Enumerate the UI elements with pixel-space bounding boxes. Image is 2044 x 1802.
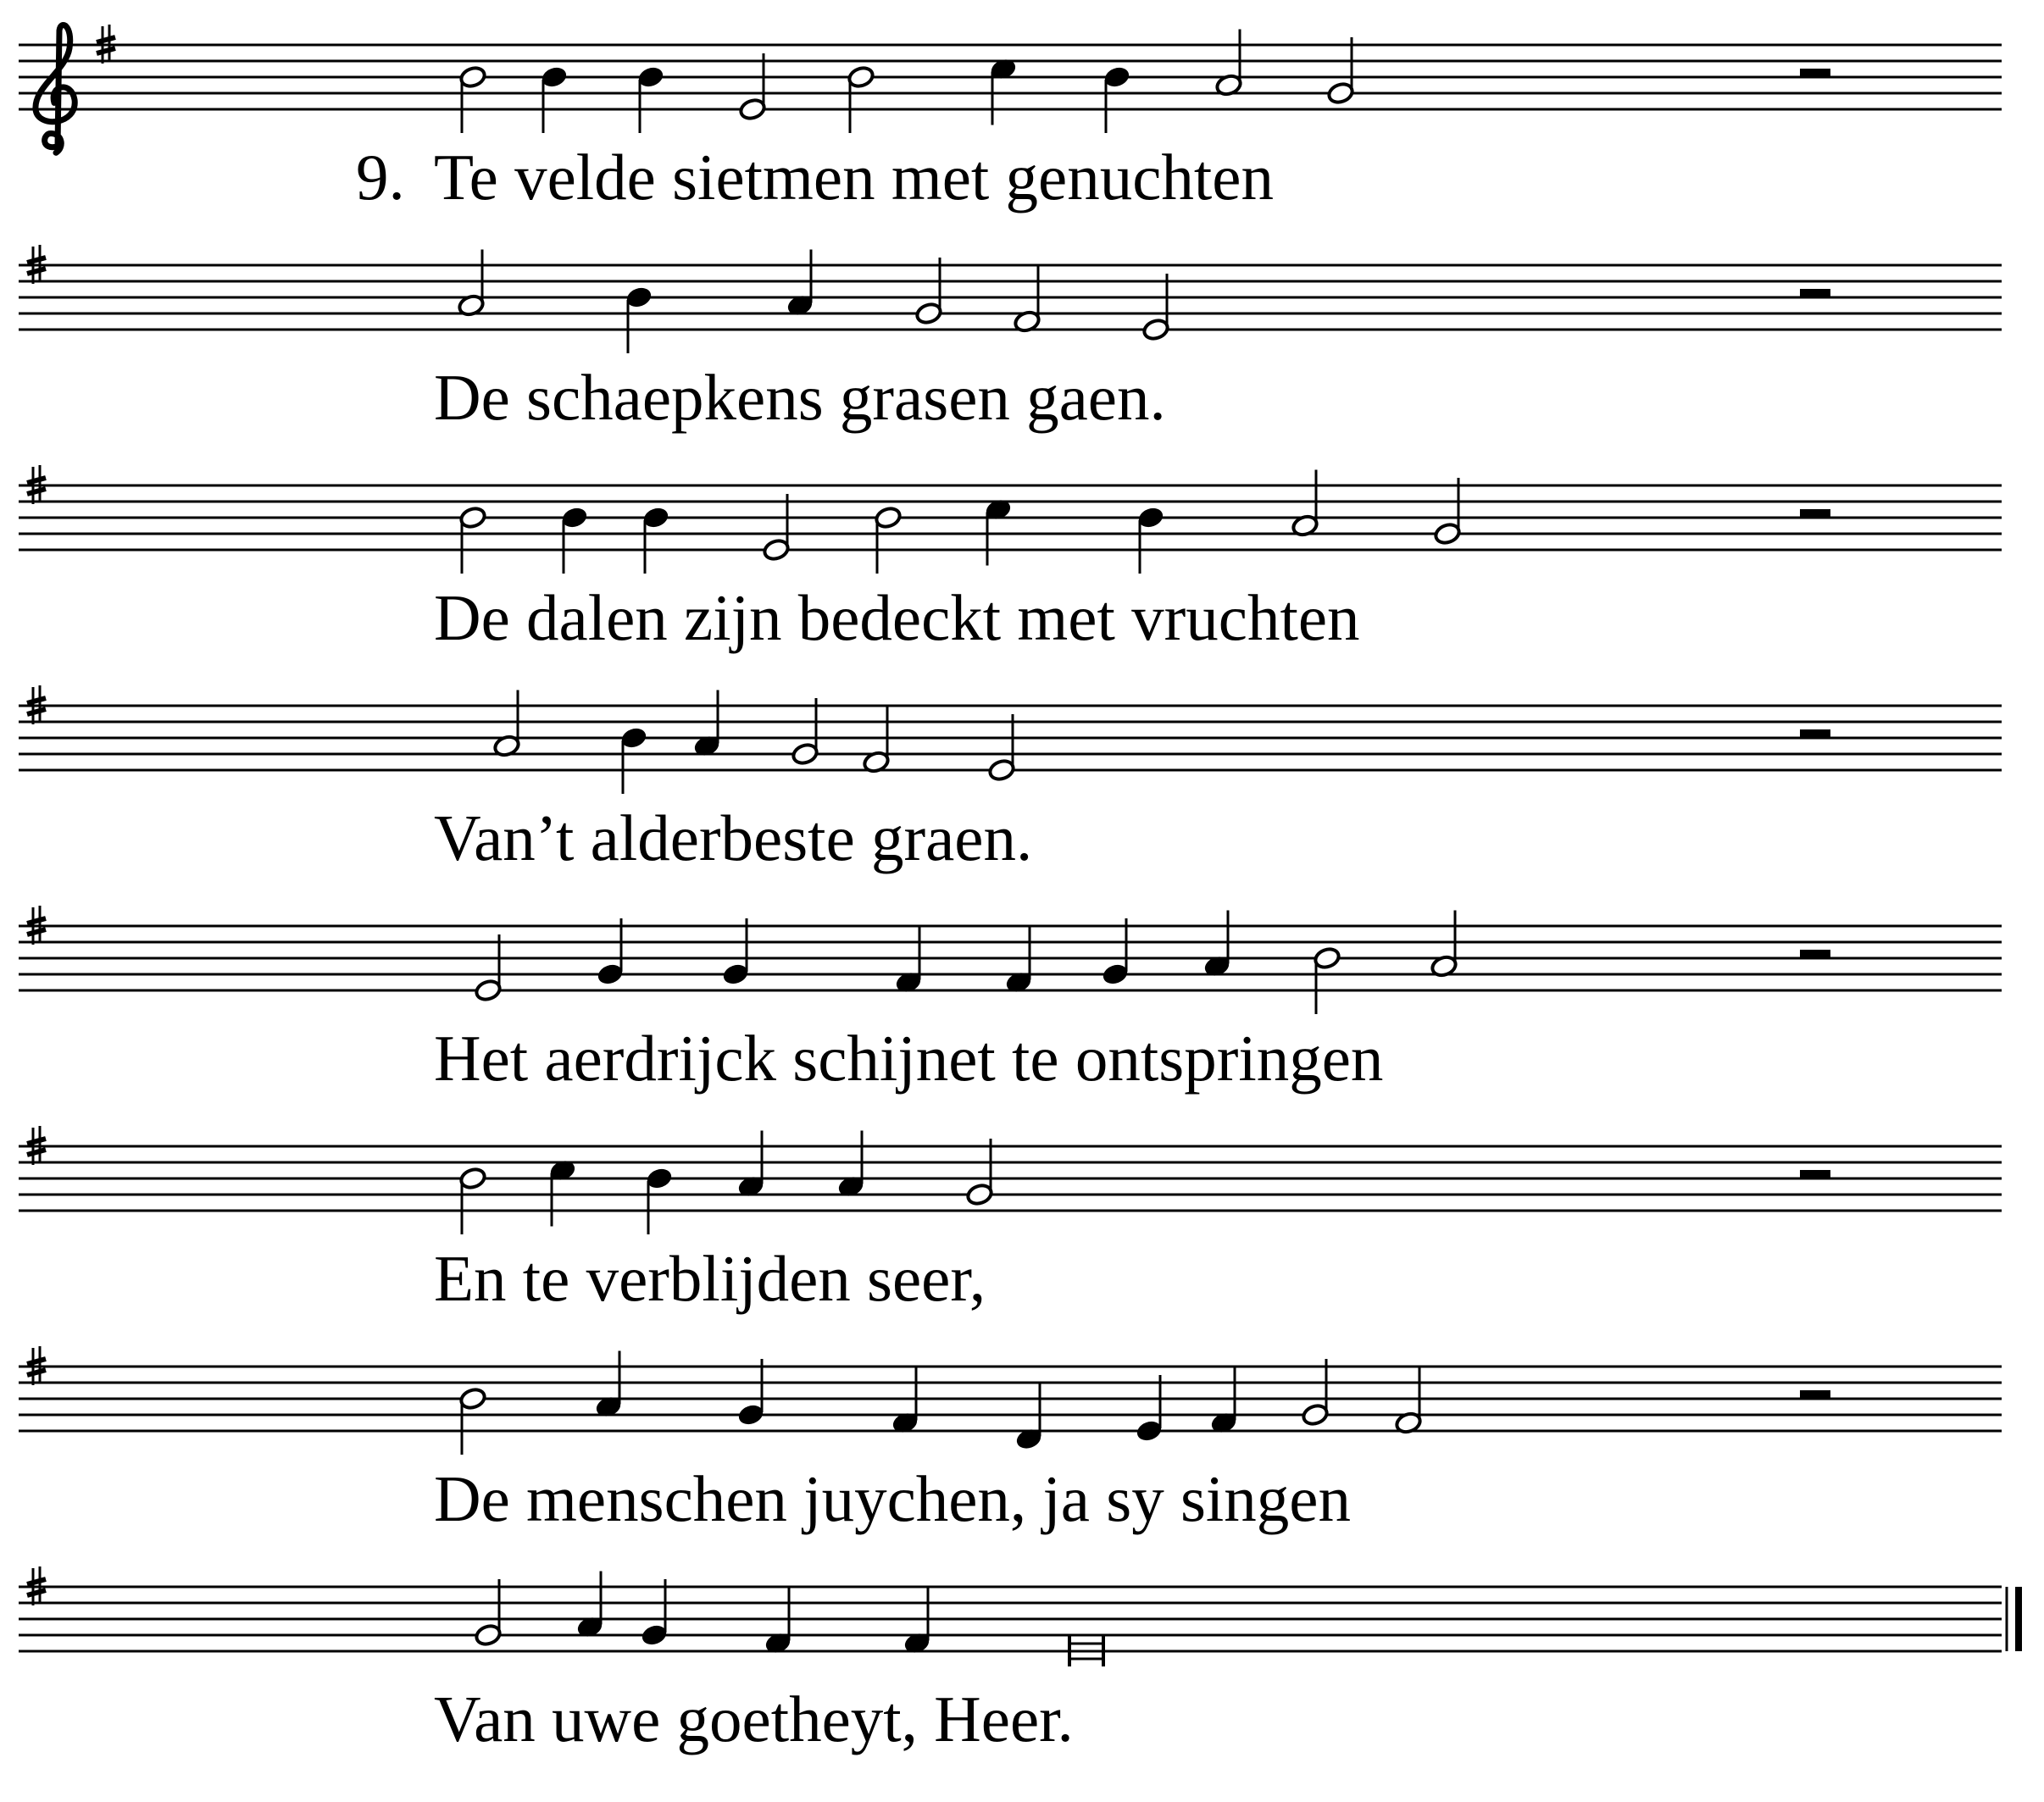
note: [736, 1131, 764, 1199]
note: [1326, 37, 1354, 105]
staff-lines: [19, 1367, 2002, 1431]
note: [736, 1359, 764, 1427]
staff-lines: [19, 1146, 2002, 1211]
system-3: [19, 465, 2002, 654]
staff-lines: [19, 45, 2002, 109]
note: [1430, 911, 1458, 979]
note: [474, 1579, 502, 1647]
lyric-line: Van uwe goetheyt, Heer.: [434, 1683, 1074, 1755]
note: [619, 726, 647, 794]
note: [1301, 1359, 1329, 1427]
staff-lines: [19, 265, 2002, 330]
note: [1209, 1367, 1237, 1435]
note: [457, 250, 485, 318]
note: [721, 918, 749, 986]
half-rest: [1800, 729, 1830, 738]
half-rest: [1800, 1170, 1830, 1178]
note: [1135, 1375, 1163, 1443]
note: [914, 258, 942, 325]
note: [965, 1139, 993, 1206]
final-barline: [2007, 1587, 2019, 1651]
note: [1291, 470, 1319, 538]
note: [575, 1572, 603, 1639]
system-8: [19, 1566, 2019, 1755]
staff-lines: [19, 1587, 2002, 1651]
note: [894, 927, 922, 995]
note: [984, 497, 1012, 565]
system-2: [19, 245, 2002, 434]
system-6: [19, 1126, 2002, 1315]
note: [540, 65, 568, 133]
note: [903, 1588, 930, 1655]
note: [1141, 274, 1169, 341]
note: [847, 65, 875, 133]
note: [764, 1588, 791, 1655]
note: [1394, 1367, 1422, 1435]
half-rest: [1800, 950, 1830, 958]
note: [1313, 946, 1341, 1014]
note: [692, 690, 720, 758]
note: [987, 714, 1015, 782]
note: [791, 698, 819, 766]
system-5: [19, 906, 2002, 1095]
note: [762, 494, 790, 562]
lyric-line: De dalen zijn bedeckt met vruchten: [434, 581, 1360, 654]
note: [891, 1367, 919, 1435]
staff-lines: [19, 485, 2002, 550]
note: [738, 53, 766, 121]
note: [458, 1167, 486, 1234]
note: [874, 506, 902, 574]
note: [1214, 30, 1242, 97]
lyric-line: Te velde sietmen met genuchten: [434, 141, 1274, 213]
system-7: [19, 1346, 2002, 1535]
half-rest: [1800, 509, 1830, 518]
half-rest: [1800, 69, 1830, 77]
half-rest: [1800, 289, 1830, 297]
note: [1203, 911, 1230, 979]
note: [636, 65, 664, 133]
note: [1433, 478, 1461, 546]
note: [548, 1158, 576, 1226]
note: [596, 918, 624, 986]
note: [1014, 1383, 1042, 1451]
note: [862, 707, 890, 774]
note: [836, 1131, 864, 1199]
half-rest: [1800, 1390, 1830, 1399]
verse-number: 9.: [356, 141, 405, 213]
lyric-line: De schaepkens grasen gaen.: [434, 361, 1166, 434]
note: [625, 286, 653, 353]
note: [989, 57, 1017, 125]
system-1: [19, 25, 2002, 213]
note: [458, 506, 486, 574]
note: [492, 690, 520, 758]
lyric-line: Het aerdrijck schijnet te ontspringen: [434, 1022, 1384, 1095]
note: [642, 506, 669, 574]
lyric-line: En te verblijden seer,: [434, 1242, 986, 1315]
note: [458, 1387, 486, 1455]
note: [1004, 927, 1032, 995]
staff-lines: [19, 706, 2002, 770]
note: [474, 934, 502, 1002]
note: [1136, 506, 1164, 574]
note: [1101, 918, 1129, 986]
note: [786, 250, 814, 318]
note: [640, 1579, 668, 1647]
lyric-line: Van’t alderbeste graen.: [434, 801, 1033, 874]
note: [645, 1167, 673, 1234]
note: [1103, 65, 1130, 133]
system-4: [19, 685, 2002, 874]
note: [594, 1351, 622, 1419]
note: [560, 506, 588, 574]
note: [1013, 266, 1041, 334]
lyric-line: De menschen juychen, ja sy singen: [434, 1462, 1351, 1535]
note: [458, 65, 486, 133]
